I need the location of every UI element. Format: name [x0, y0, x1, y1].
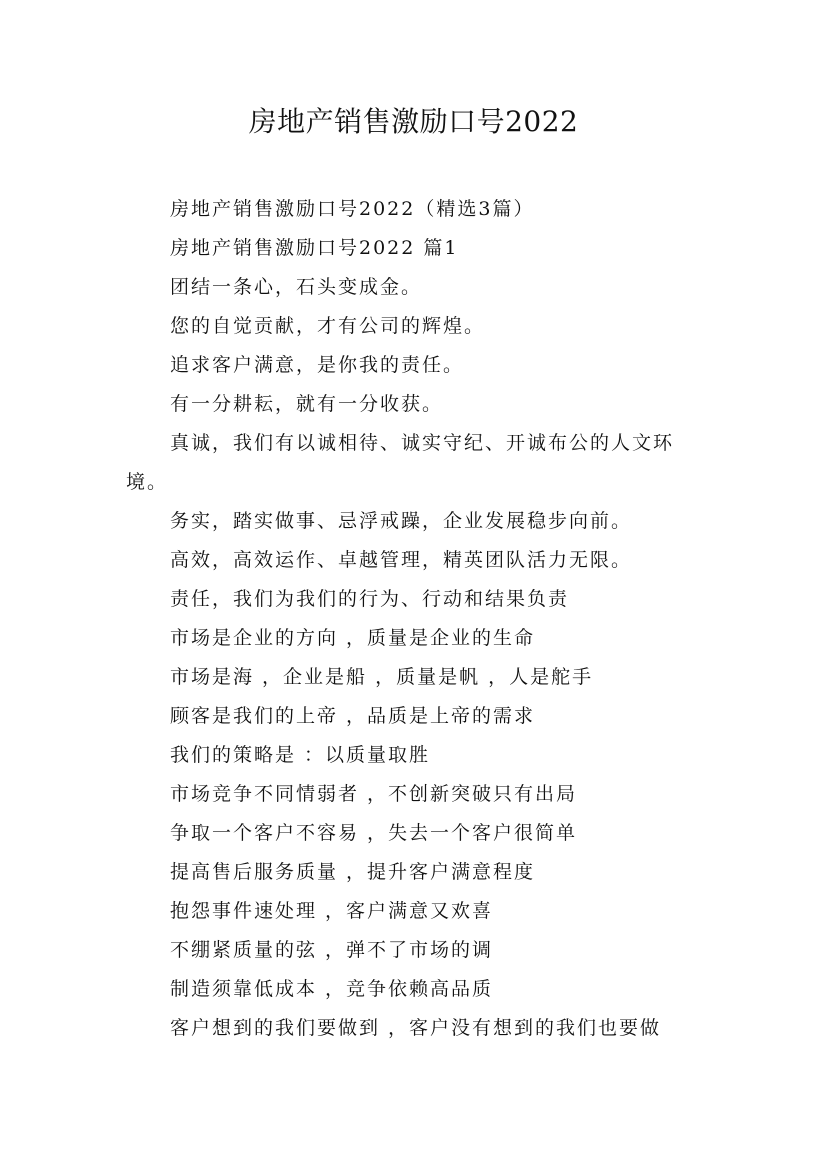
paragraph-section-heading: 房地产销售激励口号2022 篇1: [170, 237, 459, 259]
paragraph: 客户想到的我们要做到 ，客户没有想到的我们也要做: [170, 1017, 662, 1039]
paragraph: 团结一条心，石头变成金。: [170, 276, 423, 298]
document-title: 房地产销售激励口号2022: [248, 105, 579, 138]
paragraph: 抱怨事件速处理 ，客户满意又欢喜: [170, 900, 494, 922]
paragraph: 务实，踏实做事、忌浮戒躁，企业发展稳步向前。: [170, 510, 633, 532]
paragraph: 您的自觉贡献，才有公司的辉煌。: [170, 315, 486, 337]
paragraph: 我们的策略是 ：以质量取胜: [170, 744, 431, 766]
paragraph: 市场是企业的方向 ，质量是企业的生命: [170, 627, 536, 649]
paragraph: 责任，我们为我们的行为、行动和结果负责: [170, 588, 570, 610]
paragraph: 追求客户满意，是你我的责任。: [170, 354, 465, 376]
paragraph: 不绷紧质量的弦 ，弹不了市场的调: [170, 939, 494, 961]
paragraph: 市场竞争不同情弱者 ，不创新突破只有出局: [170, 783, 578, 805]
document-body: [126, 190, 704, 1048]
paragraph: 市场是海 ，企业是船 ，质量是帆 ，人是舵手: [170, 666, 594, 688]
paragraph: 争取一个客户不容易 ，失去一个客户很简单: [170, 822, 578, 844]
paragraph: 高效，高效运作、卓越管理，精英团队活力无限。: [170, 549, 633, 571]
paragraph: 提高售后服务质量 ，提升客户满意程度: [170, 861, 536, 883]
paragraph-intro: 房地产销售激励口号2022（精选3篇）: [170, 198, 535, 220]
paragraph: 有一分耕耘，就有一分收获。: [170, 393, 444, 415]
paragraph: 真诚，我们有以诚相待、诚实守纪、开诚布公的人文环境。: [126, 432, 675, 493]
paragraph: 制造须靠低成本 ，竞争依赖高品质: [170, 978, 494, 1000]
paragraph: 顾客是我们的上帝 ，品质是上帝的需求: [170, 705, 536, 727]
